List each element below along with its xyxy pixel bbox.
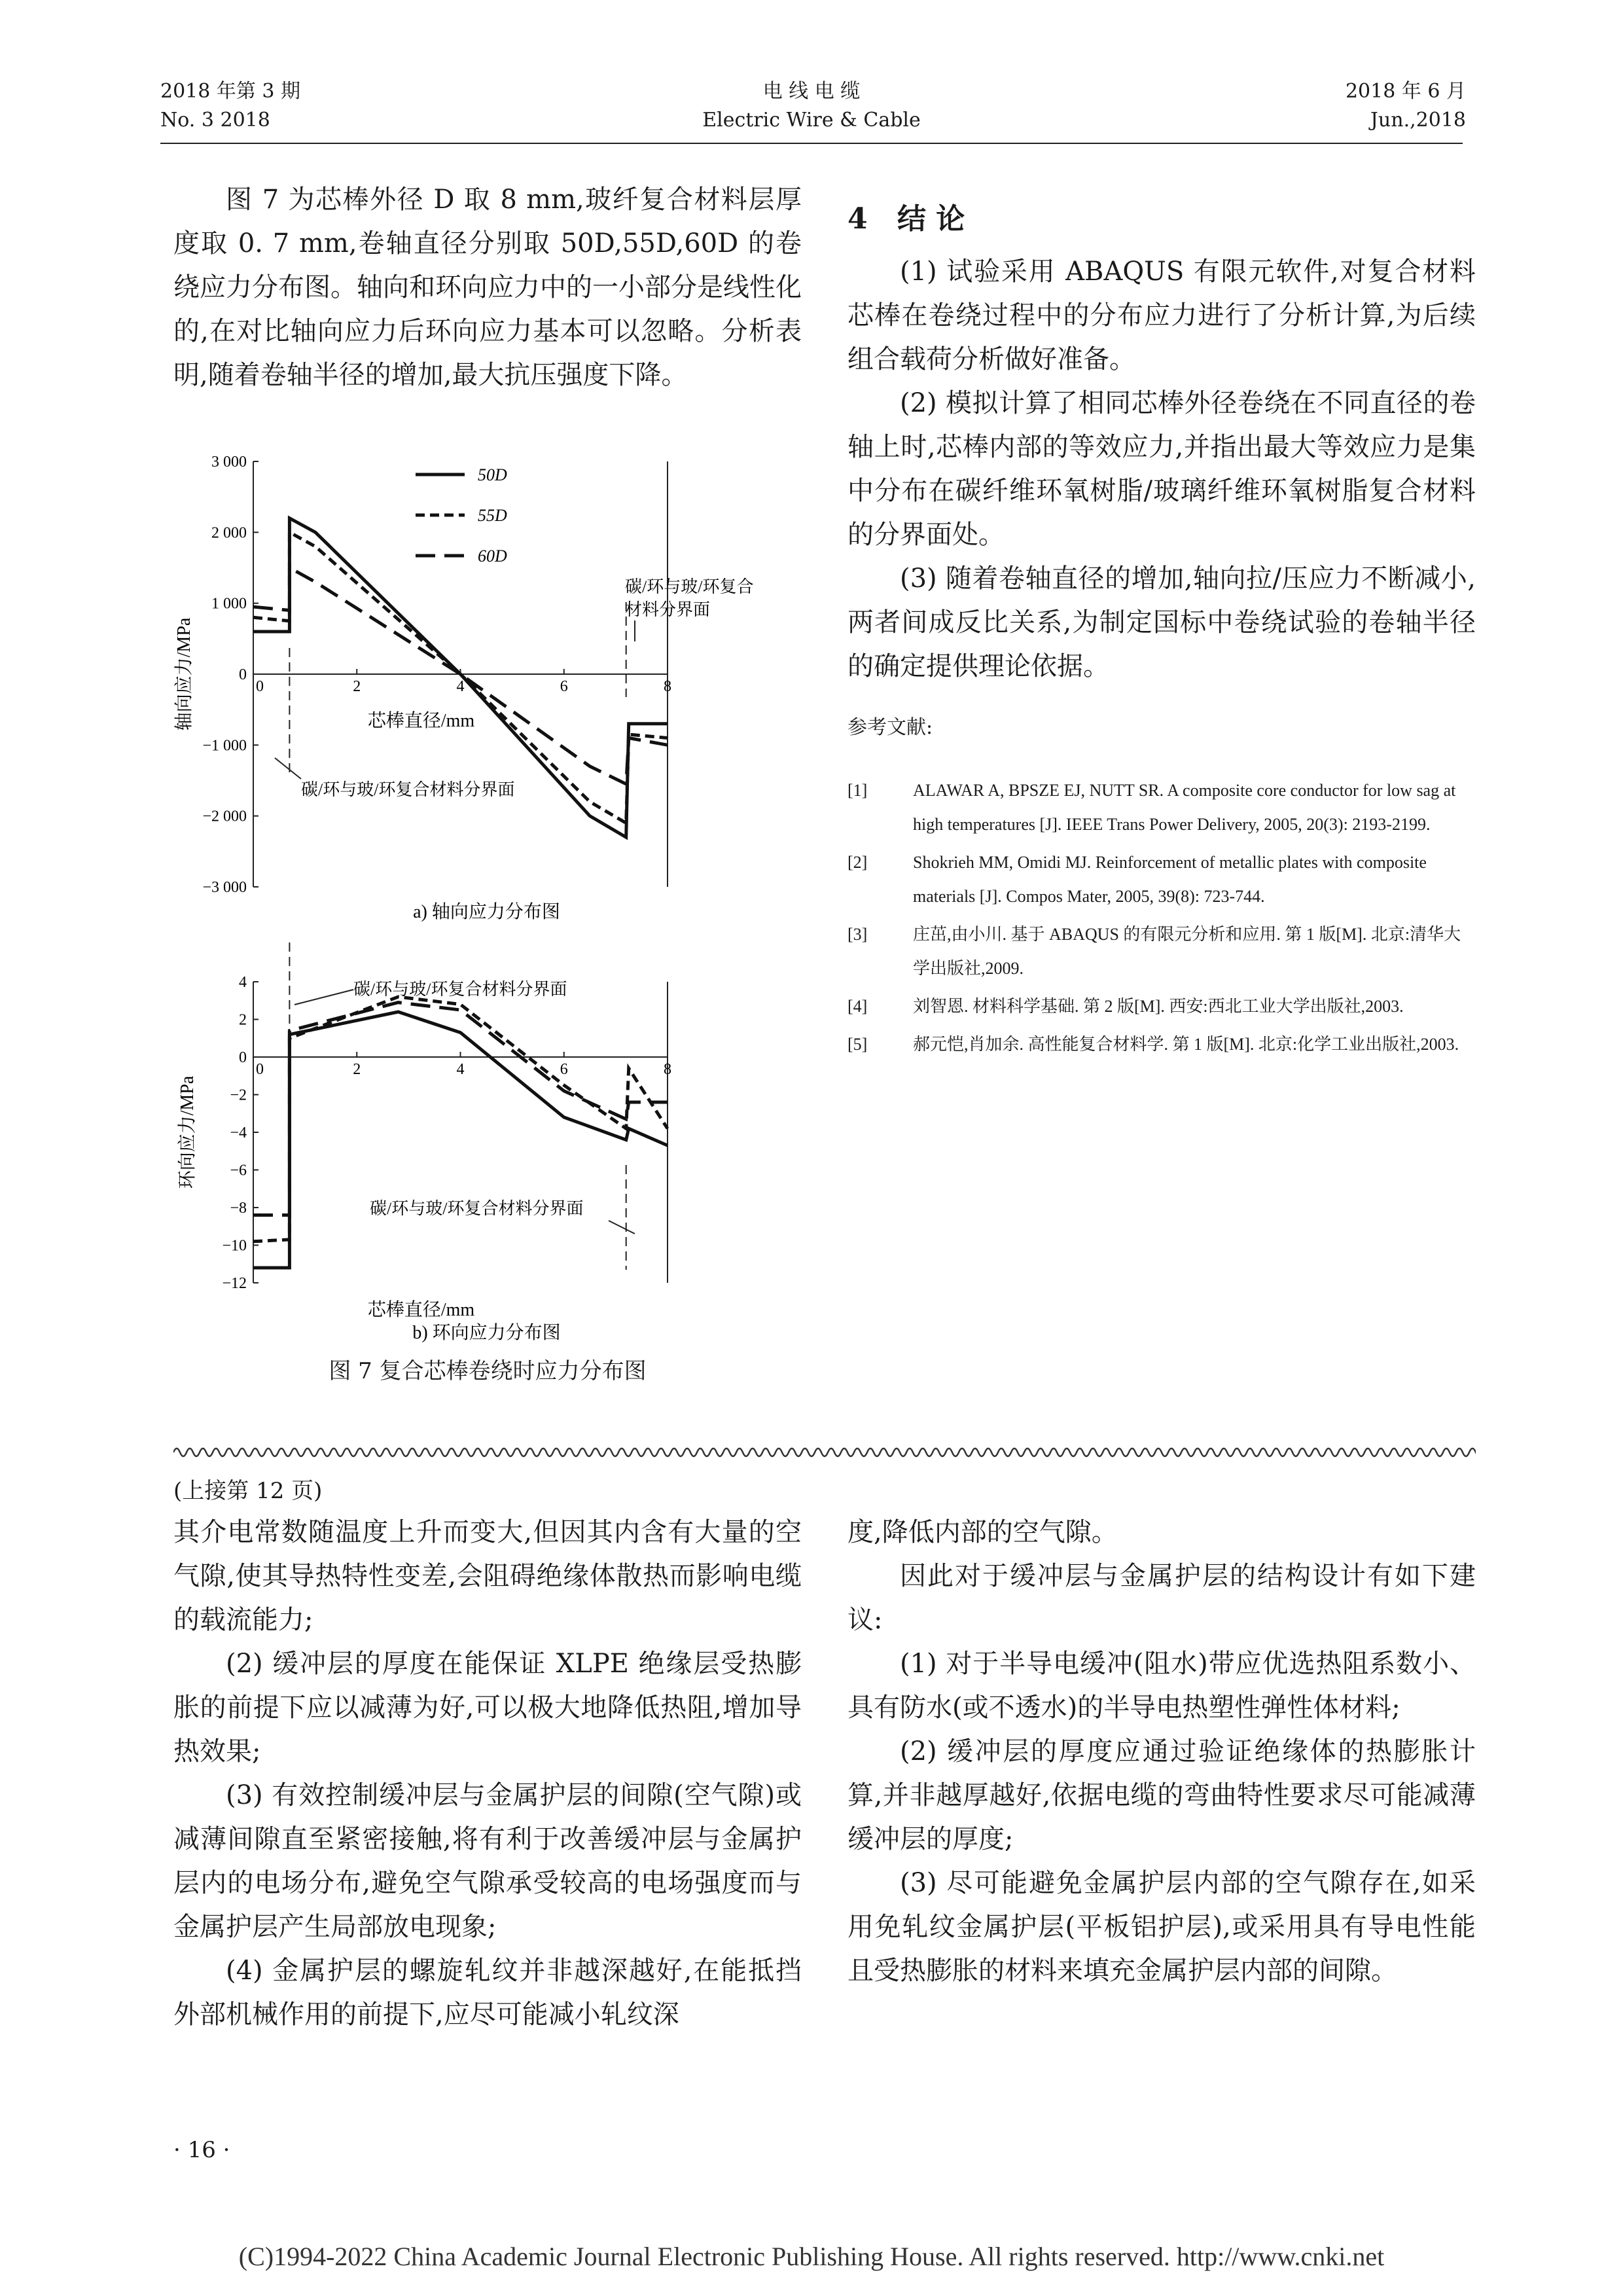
continued-left-p2: (2) 缓冲层的厚度在能保证 XLPE 绝缘层受热膨胀的前提下应以减薄为好,可以极大地降低热阻,增加导热效果;	[173, 1649, 802, 1767]
header-date-cn: 2018 年 6 月	[1345, 80, 1466, 103]
continued-right-p4: (3) 尽可能避免金属护层内部的空气隙存在,如采用免轧纹金属护层(平板铝护层),或采用具有导电性能且受热膨胀的材料来填充金属护层内部的间隙。	[847, 1868, 1476, 1986]
y-tick-label: −10	[222, 1237, 247, 1255]
annotation-pointer-left	[275, 758, 301, 779]
y-tick-label: 0	[239, 666, 247, 683]
legend-label: 50D	[478, 465, 507, 484]
header-left	[160, 77, 300, 135]
continued-right-p2: (1) 对于半导电缓冲(阻水)带应优选热阻系数小、具有防水(或不透水)的半导电热塑性弹性体材料;	[847, 1649, 1476, 1723]
continued-left-p3: (3) 有效控制缓冲层与金属护层的间隙(空气隙)或减薄间隙直至紧密接触,将有利于改善缓冲层与金属护层内的电场分布,避免空气隙承受较高的电场强度而与金属护层产生局部放电现象;	[173, 1780, 802, 1942]
figure-caption: 图 7 复合芯棒卷绕时应力分布图	[329, 1358, 647, 1384]
left-column-top	[173, 178, 802, 397]
x-axis-label: 芯棒直径/mm	[367, 1300, 475, 1320]
y-tick-label: −1 000	[202, 737, 247, 755]
continued-left-column	[173, 1471, 802, 2037]
chart-subtitle: a) 轴向应力分布图	[413, 902, 560, 922]
x-tick-label: 8	[664, 678, 671, 695]
chart-axial-plot	[173, 454, 753, 922]
reference-label: [4]	[847, 997, 868, 1016]
annotation-interface-right: 碳/环与玻/环复合	[625, 577, 754, 596]
header-date-en: Jun.,2018	[1370, 109, 1466, 132]
reference-text: 郝元恺,肖加余. 高性能复合材料学. 第 1 版[M]. 北京:化学工业出版社,2003.	[913, 1035, 1459, 1054]
y-tick-label: −2 000	[202, 808, 247, 825]
page-number: · 16 ·	[173, 2137, 230, 2163]
legend-label: 60D	[478, 547, 507, 565]
conclusion-p2: (2) 模拟计算了相同芯棒外径卷绕在不同直径的卷轴上时,芯棒内部的等效应力,并指出最大等效应力是集中分布在碳纤维环氧树脂/玻璃纤维环氧树脂复合材料的分界面处。	[847, 388, 1476, 550]
reference-item	[847, 774, 1476, 842]
header-issue-cn: 2018 年第 3 期	[160, 80, 301, 103]
x-tick-label: 8	[664, 1061, 671, 1078]
legend-label: 55D	[478, 506, 507, 525]
annotation-pointer-bottom	[609, 1221, 635, 1234]
reference-text: 刘智恩. 材料科学基础. 第 2 版[M]. 西安:西北工业大学出版社,2003.	[913, 997, 1404, 1016]
conclusion-heading	[847, 196, 1476, 242]
y-tick-label: −12	[222, 1275, 247, 1292]
y-axis-label: 轴向应力/MPa	[174, 617, 194, 731]
continued-right-p1: 因此对于缓冲层与金属护层的结构设计有如下建议:	[847, 1561, 1476, 1635]
x-tick-label: 4	[456, 1061, 465, 1078]
y-tick-label: 0	[239, 1049, 247, 1066]
annotation-interface-right-2: 材料分界面	[625, 600, 711, 619]
header-rule	[160, 143, 1463, 144]
conclusion-heading-text: 结 论	[897, 202, 965, 236]
annotation-interface-left: 碳/环与玻/环复合材料分界面	[301, 780, 515, 799]
header-right	[1243, 77, 1466, 135]
y-tick-label: −8	[230, 1200, 247, 1217]
y-tick-label: −6	[230, 1162, 247, 1179]
reference-label: [5]	[847, 1035, 868, 1054]
x-tick-label: 2	[353, 1061, 361, 1078]
y-tick-label: −4	[230, 1124, 247, 1141]
chart-hoop-stress	[164, 929, 812, 1355]
y-tick-label: 1 000	[211, 595, 247, 613]
reference-text: 庄茁,由小川. 基于 ABAQUS 的有限元分析和应用. 第 1 版[M]. 北京:清华大学出版社,2009.	[913, 925, 1461, 978]
right-column-top	[847, 196, 1476, 1066]
reference-label: [3]	[847, 925, 868, 944]
annotation-interface-bottom: 碳/环与玻/环复合材料分界面	[370, 1199, 584, 1218]
y-tick-label: 4	[239, 974, 247, 991]
header-issue-en: No. 3 2018	[160, 109, 270, 132]
chart-axial-stress	[164, 452, 812, 929]
y-tick-label: 2	[239, 1011, 247, 1029]
conclusion-p1: (1) 试验采用 ABAQUS 有限元软件,对复合材料芯棒在卷绕过程中的分布应力进行了分析计算,为后续组合载荷分析做好准备。	[847, 257, 1476, 374]
reference-label: [2]	[847, 853, 868, 872]
reference-item	[847, 846, 1476, 914]
header-center	[615, 77, 1008, 135]
series-line-50D	[253, 1012, 668, 1268]
y-axis-label: 环向应力/MPa	[177, 1075, 198, 1189]
annotation-interface-top: 碳/环与玻/环复合材料分界面	[353, 980, 567, 999]
x-tick-label: 6	[560, 1061, 568, 1078]
reference-text: Shokrieh MM, Omidi MJ. Reinforcement of metallic plates with composite materials [J]. Compos Mater, 2005, 39(8): 723-744.	[913, 853, 1427, 906]
reference-text: ALAWAR A, BPSZE EJ, NUTT SR. A composite core conductor for low sag at high temperatures [J]. IEEE Trans Power Delivery, 2005, 20(3): 2193-2199.	[913, 781, 1456, 834]
y-tick-label: −2	[230, 1086, 247, 1104]
x-tick-label: 0	[256, 1061, 264, 1078]
copyright-footer: (C)1994-2022 China Academic Journal Electronic Publishing House. All rights reserved. http://www.cnki.net	[238, 2242, 1385, 2271]
continued-left-p4: (4) 金属护层的螺旋轧纹并非越深越好,在能抵挡外部机械作用的前提下,应尽可能减小轧纹深	[173, 1956, 802, 2030]
continued-left-p1: 其介电常数随温度上升而变大,但因其内含有大量的空气隙,使其导热特性变差,会阻碍绝缘体散热而影响电缆的载流能力;	[173, 1517, 802, 1635]
journal-name-cn: 电 线 电 缆	[762, 80, 861, 103]
y-tick-label: 2 000	[211, 524, 247, 542]
references-heading: 参考文献:	[847, 716, 933, 739]
y-tick-label: 3 000	[211, 454, 247, 471]
section-divider	[173, 1443, 1476, 1462]
reference-label: [1]	[847, 781, 868, 800]
conclusion-heading-number: 4	[847, 202, 868, 236]
x-tick-label: 4	[456, 678, 465, 695]
y-tick-label: −3 000	[202, 879, 247, 896]
chart-subtitle: b) 环向应力分布图	[412, 1323, 561, 1343]
figure-description-paragraph: 图 7 为芯棒外径 D 取 8 mm,玻纤复合材料层厚度取 0. 7 mm,卷轴直径分别取 50D,55D,60D 的卷绕应力分布图。轴向和环向应力中的一小部分是线性化的,在对比轴向应力后环向应力基本可以忽略。分析表明,随着卷轴半径的增加,最大抗压强度下降。	[173, 185, 802, 390]
reference-item	[847, 1028, 1476, 1062]
reference-item	[847, 918, 1476, 986]
journal-name-en: Electric Wire & Cable	[702, 109, 921, 132]
references-list	[847, 774, 1476, 1062]
continued-note: (上接第 12 页)	[173, 1478, 323, 1504]
annotation-pointer-top	[294, 990, 353, 1005]
continued-right-p0: 度,降低内部的空气隙。	[847, 1517, 1118, 1547]
x-tick-label: 0	[256, 678, 264, 695]
reference-item	[847, 990, 1476, 1024]
continued-right-column	[847, 1511, 1476, 1993]
conclusion-p3: (3) 随着卷轴直径的增加,轴向拉/压应力不断减小,两者间成反比关系,为制定国标中卷绕试验的卷轴半径的确定提供理论依据。	[847, 564, 1476, 681]
x-tick-label: 6	[560, 678, 568, 695]
x-tick-label: 2	[353, 678, 361, 695]
chart-hoop-plot	[177, 942, 671, 1343]
continued-right-p3: (2) 缓冲层的厚度应通过验证绝缘体的热膨胀计算,并非越厚越好,依据电缆的弯曲特性要求尽可能减薄缓冲层的厚度;	[847, 1736, 1476, 1854]
x-axis-label: 芯棒直径/mm	[367, 711, 475, 731]
